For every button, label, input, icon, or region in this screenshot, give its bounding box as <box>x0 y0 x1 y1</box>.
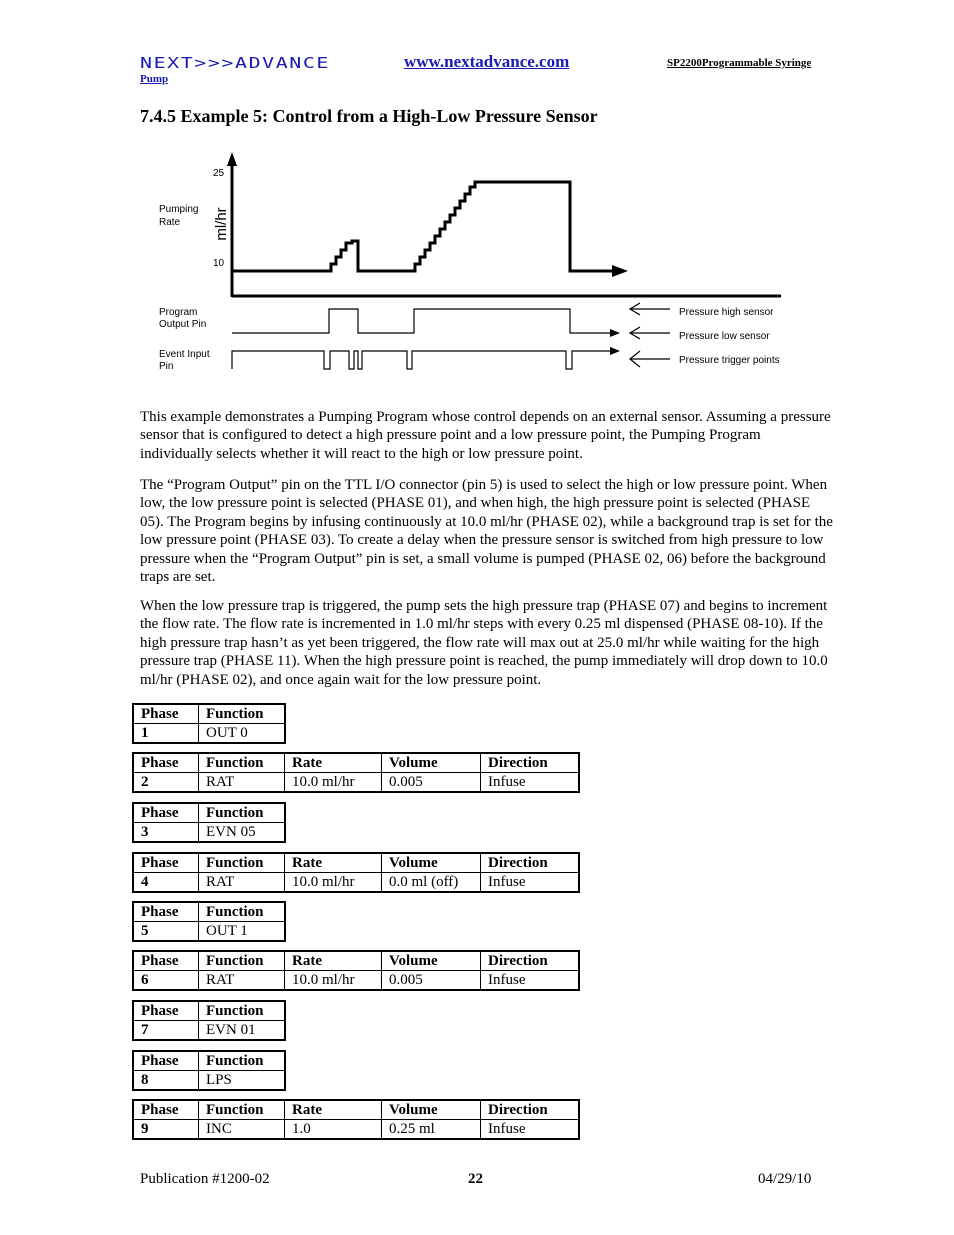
header-direction: Direction <box>481 853 580 873</box>
program-output-label-1: Program <box>159 307 198 318</box>
phase-volume: 0.005 <box>382 773 481 793</box>
header-volume: Volume <box>382 853 481 873</box>
phase-function: OUT 1 <box>199 922 286 942</box>
legend-trigger-label: Pressure trigger points <box>679 355 780 366</box>
section-heading: 7.4.5 Example 5: Control from a High-Low Pressure Sensor <box>140 106 598 126</box>
phase-volume: 0.25 ml <box>382 1120 481 1140</box>
timing-diagram <box>150 148 810 380</box>
header-direction: Direction <box>481 753 580 773</box>
pumping-rate-trace <box>232 182 618 271</box>
logo-text: NEXT>>>ADVANCE <box>140 54 330 72</box>
phase-rate: 10.0 ml/hr <box>285 971 382 991</box>
footer-publication: Publication #1200-02 <box>140 1171 270 1187</box>
nextadvance-logo <box>140 54 332 72</box>
header-function: Function <box>199 1001 286 1021</box>
header-function: Function <box>199 803 286 823</box>
header-direction: Direction <box>481 951 580 971</box>
pumping-rate-label-1: Pumping <box>159 204 199 215</box>
event-input-label-1: Event Input <box>159 349 210 360</box>
header-function: Function <box>199 853 285 873</box>
phase-volume: 0.005 <box>382 971 481 991</box>
y-axis-label: ml/hr <box>213 207 230 241</box>
phase-table <box>132 852 580 893</box>
phase-table <box>132 1050 286 1091</box>
header-volume: Volume <box>382 951 481 971</box>
header-function: Function <box>199 1051 286 1071</box>
rate-trace-arrow <box>612 265 628 277</box>
phase-rate: 10.0 ml/hr <box>285 773 382 793</box>
phase-direction: Infuse <box>481 873 580 893</box>
phase-number: 8 <box>133 1071 199 1091</box>
phase-function: LPS <box>199 1071 286 1091</box>
phase-table <box>132 1000 286 1041</box>
header-function: Function <box>199 1100 285 1120</box>
y-top-tick: 25 <box>213 168 225 179</box>
header-function: Function <box>199 902 286 922</box>
header-phase: Phase <box>133 853 199 873</box>
website-link[interactable]: www.nextadvance.com <box>404 52 570 71</box>
phase-number: 3 <box>133 823 199 843</box>
legend-low-label: Pressure low sensor <box>679 331 770 342</box>
phase-function: EVN 05 <box>199 823 286 843</box>
footer-page-number: 22 <box>468 1171 483 1187</box>
event-input-trace <box>232 351 612 369</box>
phase-table <box>132 901 286 942</box>
header-function: Function <box>199 951 285 971</box>
phase-number: 4 <box>133 873 199 893</box>
header-phase: Phase <box>133 902 199 922</box>
header-phase: Phase <box>133 951 199 971</box>
header-direction: Direction <box>481 1100 580 1120</box>
legend-high-arrow <box>630 303 670 315</box>
document-title: SP2200Programmable Syringe <box>667 57 812 69</box>
header-function: Function <box>199 704 286 724</box>
header-volume: Volume <box>382 753 481 773</box>
document-title-continued: Pump <box>140 73 169 85</box>
paragraph: When the low pressure trap is triggered, the pump sets the high pressure trap (PHASE 07) and begins to increment the flow rate. The flow rate is incremented in 1.0 ml/hr steps with every 0.25 ml dispensed (PHASE 08-10). If the high pressure trap hasn’t as yet been triggered, the flow rate will max out at 25.0 ml/hr while waiting for the high pressure trap (PHASE 11). When the high pressure point is reached, the pump immediately will drop down to 10.0 ml/hr (PHASE 02), and once again wait for the low pressure point. <box>140 598 828 688</box>
phase-table <box>132 802 286 843</box>
phase-number: 1 <box>133 724 199 744</box>
phase-table <box>132 752 580 793</box>
header-volume: Volume <box>382 1100 481 1120</box>
footer-date: 04/29/10 <box>758 1171 812 1187</box>
header-phase: Phase <box>133 803 199 823</box>
header-rate: Rate <box>285 853 382 873</box>
phase-table <box>132 703 286 744</box>
paragraph: This example demonstrates a Pumping Program whose control depends on an external sensor. Assuming a pressure sensor that is configured to detect a high pressure point and a low pressure point, the Pumping Program individually selects whether it will react to the high or low pressure point. <box>140 409 831 462</box>
program-output-arrow <box>610 329 620 337</box>
legend-high-label: Pressure high sensor <box>679 307 774 318</box>
header-rate: Rate <box>285 1100 382 1120</box>
header-rate: Rate <box>285 951 382 971</box>
phase-function: INC <box>199 1120 285 1140</box>
phase-function: RAT <box>199 773 285 793</box>
header-phase: Phase <box>133 1001 199 1021</box>
phase-function: RAT <box>199 873 285 893</box>
header-phase: Phase <box>133 753 199 773</box>
legend-trigger-arrow <box>630 351 670 367</box>
phase-number: 2 <box>133 773 199 793</box>
program-output-trace <box>232 309 612 333</box>
phase-table <box>132 1099 580 1140</box>
phase-function: OUT 0 <box>199 724 286 744</box>
phase-rate: 1.0 <box>285 1120 382 1140</box>
phase-number: 5 <box>133 922 199 942</box>
program-output-label-2: Output Pin <box>159 319 207 330</box>
phase-number: 9 <box>133 1120 199 1140</box>
paragraph: The “Program Output” pin on the TTL I/O connector (pin 5) is used to select the high or low pressure point. When low, the low pressure point is selected (PHASE 01), and when high, the high pressure point is selected (PHASE 05). The Program begins by infusing continuously at 10.0 ml/hr (PHASE 02), while a background trap is set for the low pressure point (PHASE 03). To create a delay when the pressure sensor is switched from high pressure to low pressure when the “Program Output” pin is set, a small volume is pumped (PHASE 02, 06) before the background traps are set. <box>140 477 833 586</box>
header-phase: Phase <box>133 1051 199 1071</box>
phase-number: 7 <box>133 1021 199 1041</box>
pumping-rate-label-2: Rate <box>159 217 181 228</box>
legend-low-arrow <box>630 327 670 339</box>
phase-function: EVN 01 <box>199 1021 286 1041</box>
phase-direction: Infuse <box>481 1120 580 1140</box>
header-phase: Phase <box>133 704 199 724</box>
header-function: Function <box>199 753 285 773</box>
phase-direction: Infuse <box>481 971 580 991</box>
phase-rate: 10.0 ml/hr <box>285 873 382 893</box>
event-input-label-2: Pin <box>159 361 174 372</box>
y-bottom-tick: 10 <box>213 258 225 269</box>
header-phase: Phase <box>133 1100 199 1120</box>
phase-function: RAT <box>199 971 285 991</box>
phase-number: 6 <box>133 971 199 991</box>
event-input-arrow <box>610 347 620 355</box>
phase-table <box>132 950 580 991</box>
y-axis-arrow <box>227 152 237 166</box>
phase-direction: Infuse <box>481 773 580 793</box>
header-rate: Rate <box>285 753 382 773</box>
phase-volume: 0.0 ml (off) <box>382 873 481 893</box>
